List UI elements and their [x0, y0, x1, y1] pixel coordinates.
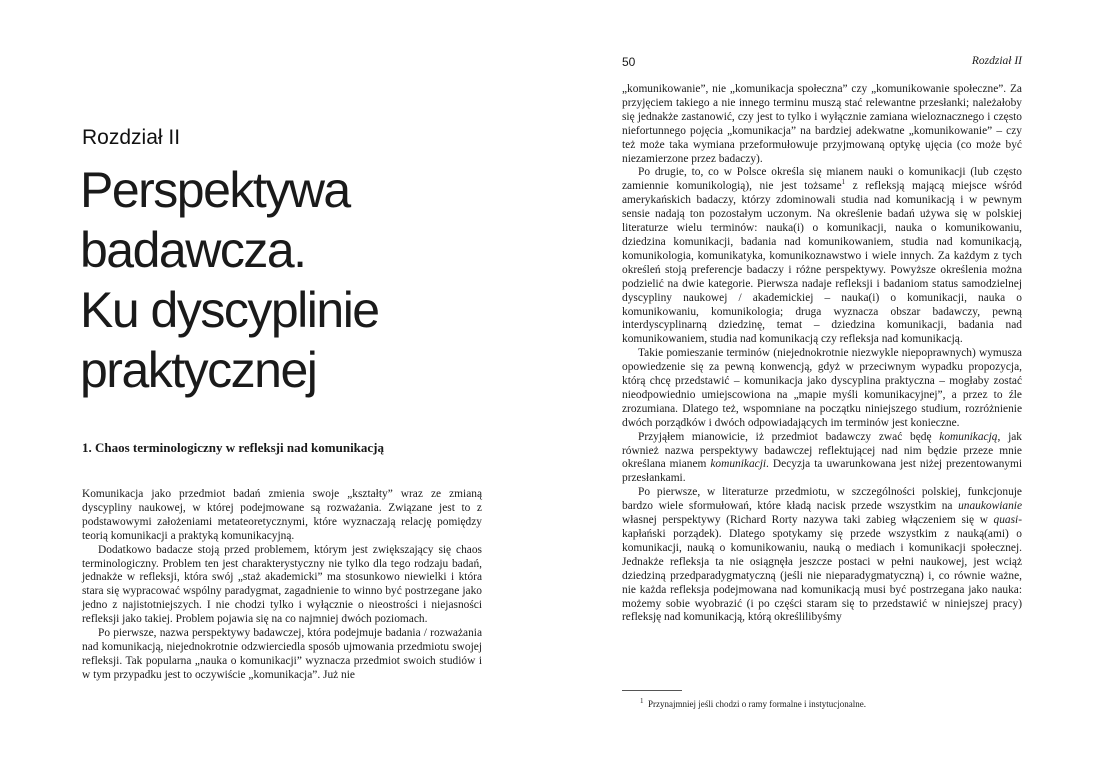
running-head: Rozdział II: [971, 55, 1022, 67]
paragraph: [622, 486, 1022, 625]
paragraph: Takie pomieszanie terminów (niejednokrotnie niezwykle niepoprawnych) wymusza opowiedzenie się za pewną konwencją, gdyż w przeciwnym wypadku propozycja, którą chcę przedstawić – komunikacja jako dyscyplina praktyczna – mogłaby zostać nieodpowiednio umiejscowiona na „mapie myśli komunikacyjnej”, a przez to źle zrozumiana. Dlatego też, wspomniane na początku niniejszego studium, rozróżnienie dwóch porządków i dwóch odpowiadających im terminów jest konieczne.: [622, 347, 1022, 429]
emphasis: quasi: [993, 514, 1019, 527]
emphasis: komunikacji: [710, 458, 767, 471]
text-run: -kapłański porządek). Dlatego spotykamy się przede wszystkim z nauką(ami) o komunikacji, nauką o komunikowaniu, nauką o mediach i komunikacji społecznej. Jednakże refleksja ta nie osiągnęła jeszcze postaci w pełni naukowej, jest wciąż dziedziną przedparadygmatyczną (jeśli nie nieparadygmatyczną) i, co równie ważne, nie każda refleksja podejmowana nad komunikacją musi być postrzegana jako nauka: możemy sobie wyobrazić (i po części staram się to przedstawić w niniejszej pracy) refleksję nad komunikacją, którą określilibyśmy: [622, 514, 1022, 624]
footnote-divider: [622, 690, 682, 691]
chapter-title-line: badawcza.: [80, 222, 306, 278]
paragraph: Dodatkowo badacze stoją przed problemem, którym jest zwiększający się chaos terminologiczny. Problem ten jest charakterystyczny nie tylko dla tego rodzaju badań, jednakże w refleksji, która swój „staż akademicki” ma stosunkowo niewielki i która stara się wypracować wspólny paradygmat, zagadnienie to winno być postrzegane jako jedno z najistotniejszych. I nie chodzi tylko i wyłącznie o nieostrości i niejasności refleksji jako takiej. Problem pojawia się na co najmniej dwóch poziomach.: [82, 543, 482, 626]
paragraph: [622, 431, 1022, 487]
text-run: Przyjąłem mianowicie, iż przedmiot badawczy zwać będę: [638, 430, 940, 443]
footnote: [640, 698, 1020, 710]
chapter-title-line: praktycznej: [80, 342, 317, 398]
text-run: z refleksją mającą miejsce wśród amerykańskich badaczy, którzy zdominowali studia nad komunikacją i w pewnym sensie nadają ton pozostałym uczonym. Na określenie badań używa się w polskiej literaturze wielu terminów: nauka(i) o komunikacji, nauka o komunikowaniu, dziedzina komunikacji, badania nad komunikowaniem, studia nad komunikacją, komunikologia, komunikatyka, komunikoznawstwo i wiele innych. Za każdym z tych określeń stoją preferencje badaczy i różne perspektywy. Powyższe określenia można podzielić na dwie kategorie. Pierwsza nadaje refleksji i badaniom status samodzielnej dyscypliny naukowej / akademickiej – nauka(i) o komunikacji, nauka o komunikowaniu, komunikologia; druga wyznacza obszar badawczy, pewną interdyscyplinarną dziedzinę, temat – dziedzina komunikacji, badania nad komunikowaniem, studia nad komunikacją czy refleksja nad komunikacją.: [622, 180, 1022, 346]
paragraph: Komunikacja jako przedmiot badań zmienia swoje „kształty” wraz ze zmianą dyscypliny naukowej, w której podejmowane są rozważania. Związane jest to z podstawowymi założeniami metateoretycznymi, które wyznaczają relację pomiędzy teorią komunikacji a praktyką komunikacyjną.: [82, 488, 482, 542]
emphasis: unaukowianie: [958, 500, 1022, 513]
footnote-text: Przynajmniej jeśli chodzi o ramy formalne i instytucjonalne.: [648, 699, 866, 709]
text-run: , jak również nazwa perspektywy badawczej reflektującej nad nim będzie przeze mnie określana mianem: [622, 430, 1022, 471]
footnote-number: 1: [640, 697, 644, 705]
text-run: . Decyzja ta uwarunkowana jest niżej prezentowanymi przesłankami.: [622, 458, 1022, 485]
footnote-marker[interactable]: 1: [841, 178, 846, 187]
chapter-title: [80, 160, 500, 400]
left-body-text: [82, 488, 482, 683]
paragraph: [622, 166, 1022, 347]
page-number: 50: [622, 55, 636, 69]
text-run: Po drugie, to, co w Polsce określa się mianem nauki o komunikacji (lub często zamiennie komunikologią), nie jest tożsame: [622, 166, 1022, 193]
chapter-title-line: Perspektywa: [80, 162, 350, 218]
paragraph: Po pierwsze, nazwa perspektywy badawczej, która podejmuje badania / rozważania nad komunikacją, niejednokrotnie odzwierciedla sposób ujmowania przedmiotu swojej refleksji. Tak popularna „nauka o komunikacji” wyznacza przedmiot swoich studiów i w tym przypadku jest to oczywiście „komunikacja”. Już nie: [82, 627, 482, 681]
text-run: Po pierwsze, w literaturze przedmiotu, w szczególności polskiej, funkcjonuje bardzo wiele sformułowań, które kładą nacisk przede wszystkim na: [622, 486, 1022, 513]
chapter-label: Rozdział II: [82, 126, 181, 149]
emphasis: komunikacją: [939, 430, 998, 443]
section-heading: 1. Chaos terminologiczny w refleksji nad komunikacją: [82, 440, 385, 455]
paragraph: „komunikowanie”, nie „komunikacja społeczna” czy „komunikowanie społeczne”. Za przyjęciem takiego a nie innego terminu muszą stać relewantne przesłanki; należałoby się jednakże zastanowić, czy jest to tylko i wyłącznie zamiana wieloznacznego i często niefortunnego pojęcia „komunikacja” na bardziej adekwatne „komunikowanie” – czy też może taka wymiana przeformułowuje przyjmowaną optykę ujęcia (co może być niezamierzone przez badaczy).: [622, 83, 1022, 165]
right-body-text: [622, 83, 1022, 625]
text-run: własnej perspektywy (Richard Rorty nazywa taki zabieg włączeniem się w: [622, 514, 994, 527]
chapter-title-line: Ku dyscyplinie: [80, 282, 379, 338]
